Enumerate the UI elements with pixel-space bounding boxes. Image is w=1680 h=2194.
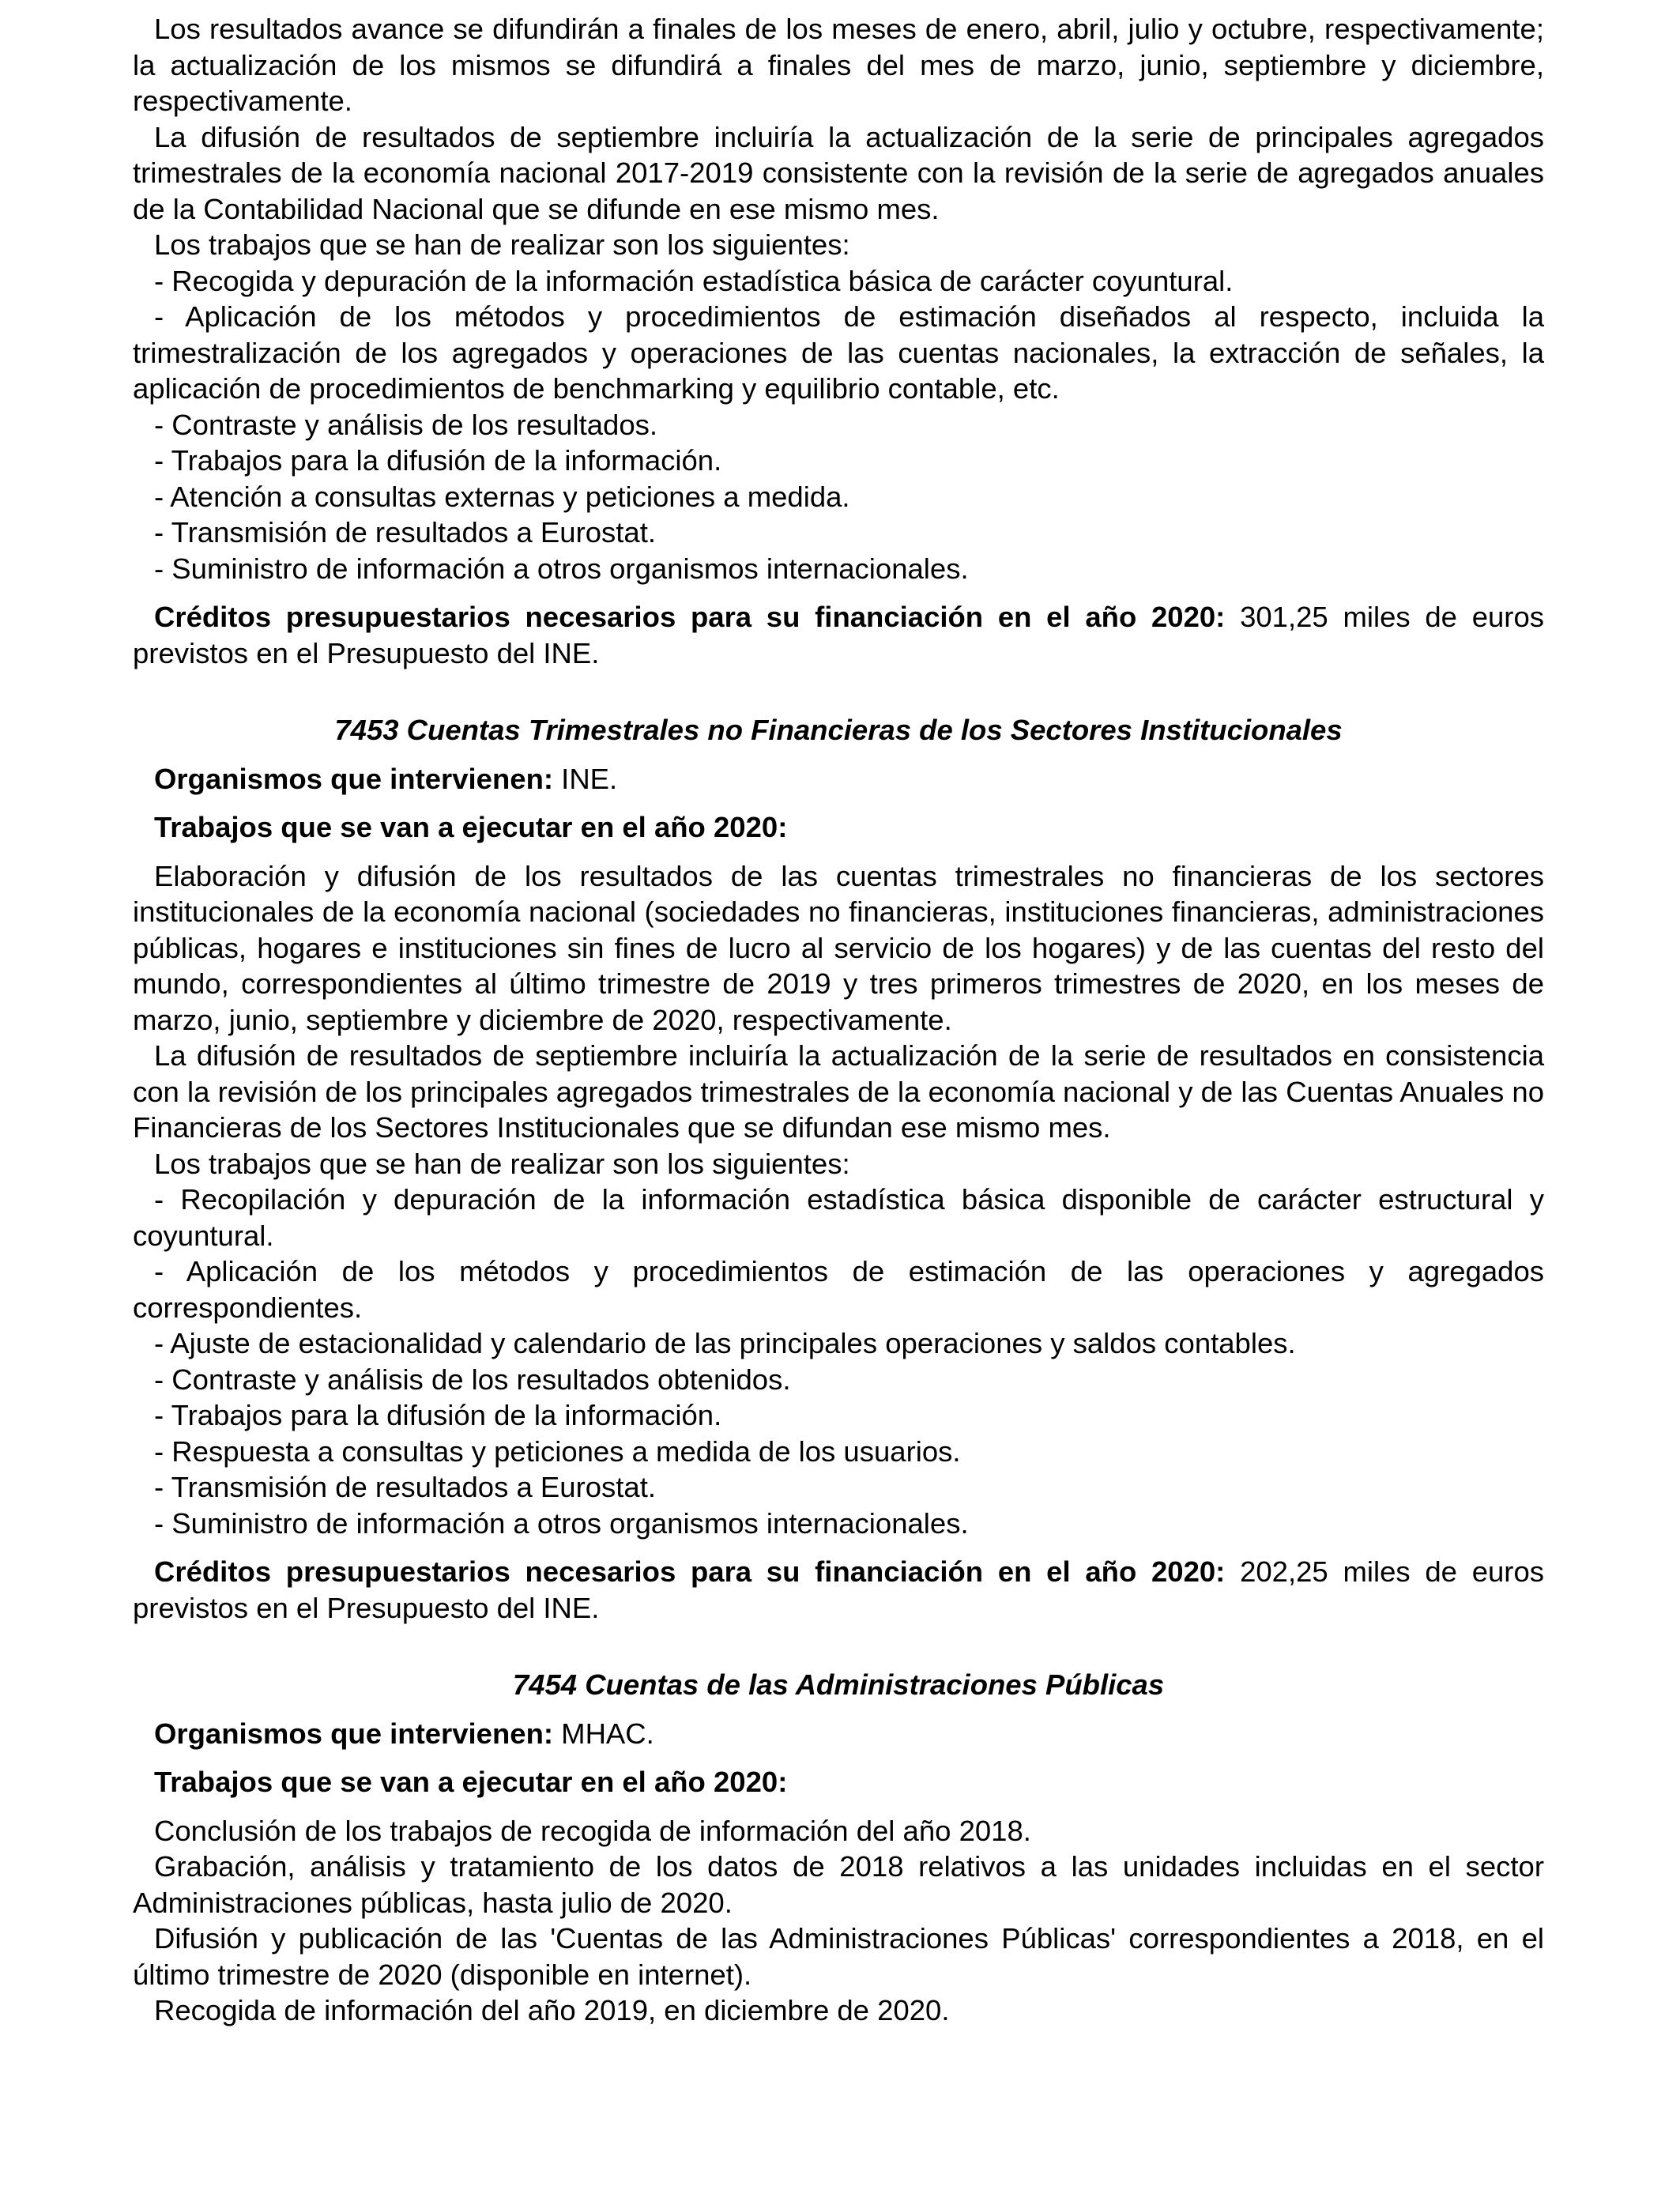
paragraph: Elaboración y difusión de los resultados de las cuentas trimestrales no financieras de los sectores institucionales de la economía nacional (sociedades no financieras, instituciones financieras, administraciones públicas, hogares e instituciones sin fines de lucro al servicio de los hogares) y de las cuentas del resto del mundo, correspondientes al último trimestre de 2019 y tres primeros trimestres de 2020, en los meses de marzo, junio, septiembre y diciembre de 2020, respectivamente.: [133, 859, 1544, 1036]
organisms-label: Organismos que intervienen:: [154, 762, 554, 795]
paragraph: Los trabajos que se han de realizar son los siguientes:: [154, 1147, 850, 1180]
paragraph: Los trabajos que se han de realizar son los siguientes:: [154, 228, 850, 261]
task-item: - Respuesta a consultas y peticiones a medida de los usuarios.: [154, 1434, 961, 1468]
works-heading: [133, 809, 1544, 846]
section-heading-7453: 7453 Cuentas Trimestrales no Financieras de los Sectores Institucionales: [334, 714, 1343, 746]
budget-credits-value: 301,25 miles de euros previstos en el Presupuesto del INE.: [133, 601, 1545, 669]
budget-credits-label: Créditos presupuestarios necesarios para su financiación en el año 2020:: [154, 1555, 1226, 1588]
paragraph: Difusión y publicación de las 'Cuentas de las Administraciones Públicas' correspondientes a 2018, en el último trimestre de 2020 (disponible en internet).: [133, 1922, 1544, 1991]
task-item: - Transmisión de resultados a Eurostat.: [154, 1471, 656, 1503]
works-heading: [133, 1764, 1544, 1800]
paragraph: Grabación, análisis y tratamiento de los datos de 2018 relativos a las unidades incluidas en el sector Administraciones públicas, hasta julio de 2020.: [133, 1850, 1544, 1919]
budget-credits: [133, 599, 1544, 671]
organisms-value: INE.: [553, 762, 618, 795]
organisms-label: Organismos que intervienen:: [154, 1717, 554, 1750]
paragraph: Los resultados avance se difundirán a finales de los meses de enero, abril, julio y octubre, respectivamente; la actualización de los mismos se difundirá a finales del mes de marzo, junio, septiembre y diciembre, respectivamente.: [133, 13, 1544, 117]
works-label: Trabajos que se van a ejecutar en el año 2020:: [154, 1766, 788, 1798]
organisms-value: MHAC.: [553, 1717, 654, 1750]
task-item: - Transmisión de resultados a Eurostat.: [154, 516, 656, 548]
budget-credits-value: 202,25 miles de euros previstos en el Presupuesto del INE.: [133, 1555, 1545, 1624]
budget-credits: [133, 1554, 1544, 1626]
document-page: [133, 11, 1544, 2029]
paragraph: La difusión de resultados de septiembre incluiría la actualización de la serie de resultados en consistencia con la revisión de los principales agregados trimestrales de la economía nacional y de las Cuentas Anuales no Financieras de los Sectores Institucionales que se difundan ese mismo mes.: [133, 1039, 1544, 1144]
task-item: - Suministro de información a otros organismos internacionales.: [154, 552, 969, 585]
paragraph: La difusión de resultados de septiembre incluiría la actualización de la serie de principales agregados trimestrales de la economía nacional 2017-2019 consistente con la revisión de la serie de agregados anuales de la Contabilidad Nacional que se difunde en ese mismo mes.: [133, 120, 1544, 225]
budget-credits-label: Créditos presupuestarios necesarios para su financiación en el año 2020:: [154, 601, 1226, 633]
task-item: - Trabajos para la difusión de la información.: [154, 444, 722, 477]
task-item: - Aplicación de los métodos y procedimientos de estimación de las operaciones y agregados correspondientes.: [133, 1255, 1544, 1324]
works-label: Trabajos que se van a ejecutar en el año 2020:: [154, 811, 788, 843]
organisms: [133, 761, 1544, 797]
task-item: - Recopilación y depuración de la información estadística básica disponible de carácter estructural y coyuntural.: [133, 1183, 1544, 1252]
task-item: - Aplicación de los métodos y procedimientos de estimación diseñados al respecto, incluida la trimestralización de los agregados y operaciones de las cuentas nacionales, la extracción de señales, la aplicación de procedimientos de benchmarking y equilibrio contable, etc.: [133, 300, 1544, 405]
task-item: - Trabajos para la difusión de la información.: [154, 1399, 722, 1431]
organisms: [133, 1716, 1544, 1752]
task-item: - Contraste y análisis de los resultados obtenidos.: [154, 1363, 791, 1396]
task-item: - Contraste y análisis de los resultados.: [154, 408, 658, 441]
task-item: - Suministro de información a otros organismos internacionales.: [154, 1506, 969, 1540]
task-item: - Ajuste de estacionalidad y calendario de las principales operaciones y saldos contables.: [154, 1327, 1296, 1359]
task-item: - Atención a consultas externas y peticiones a medida.: [154, 480, 850, 513]
paragraph: Conclusión de los trabajos de recogida de información del año 2018.: [154, 1814, 1031, 1847]
task-item: - Recogida y depuración de la información estadística básica de carácter coyuntural.: [154, 264, 1234, 297]
section-heading-7454: 7454 Cuentas de las Administraciones Públicas: [512, 1668, 1165, 1701]
paragraph: Recogida de información del año 2019, en diciembre de 2020.: [154, 1994, 950, 2026]
